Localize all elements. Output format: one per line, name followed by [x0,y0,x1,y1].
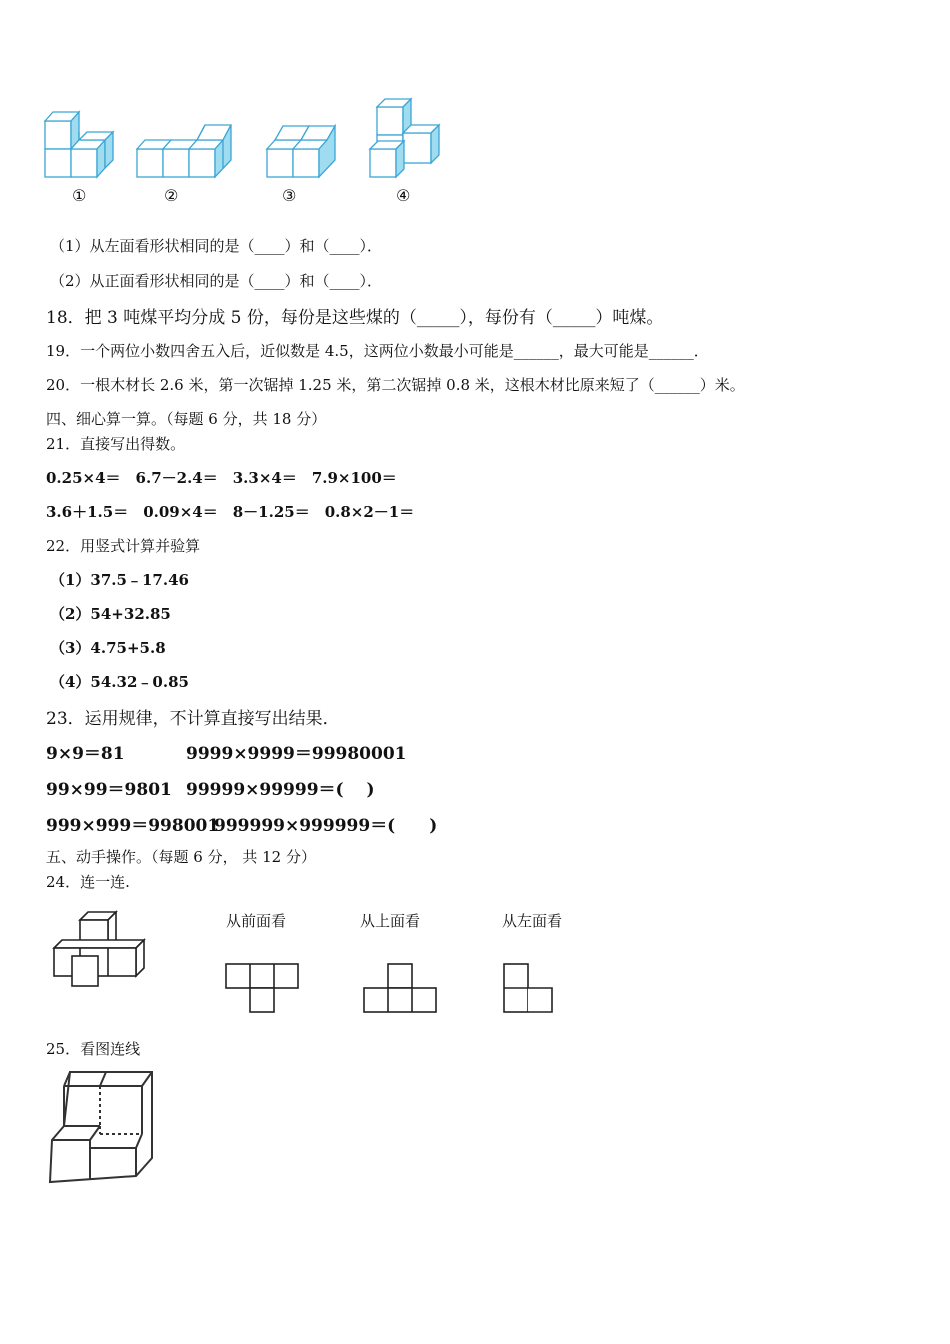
q21-title: 21．直接写出得数。 [46,435,186,453]
figure-label-1: ① [72,186,87,205]
q19: 19．一个两位小数四舍五入后，近似数是 4.5，这两位小数最小可能是______，最大可能是______． [46,342,709,360]
figure-label-2: ② [164,186,179,205]
view-label-top: 从上面看 [360,912,421,930]
view-top-shape [360,960,442,1016]
q23-title: 23．运用规律，不计算直接写出结果． [46,709,340,729]
q23-row1-b: 9999×9999＝99980001 [186,744,407,764]
cube-figures [40,95,460,185]
q18: 18．把 3 吨煤平均分成 5 份，每份是这些煤的（_____），每份有（_____）吨煤。 [46,308,664,328]
q17-sub2: （2）从正面看形状相同的是（____）和（____）． [50,272,383,290]
figure-4 [370,99,439,177]
q22-title: 22．用竖式计算并验算 [46,537,201,555]
q21-row1: 0.25×4＝ 6.7－2.4＝ 3.3×4＝ 7.9×100＝ [46,469,397,487]
q23-row2-b: 99999×99999＝( ) [186,780,375,800]
q24-title: 24．连一连. [46,873,130,891]
q24-solid-figure [48,908,158,990]
q21-row2: 3.6＋1.5＝ 0.09×4＝ 8－1.25＝ 0.8×2－1＝ [46,503,415,521]
view-front-shape [222,960,302,1016]
figure-label-3: ③ [282,186,297,205]
q20: 20．一根木材长 2.6 米，第一次锯掉 1.25 米，第二次锯掉 0.8 米，这根木材比原来短了（______）米。 [46,376,745,394]
q22-item-2: （2）54+32.85 [50,605,171,623]
q22-item-4: （4）54.32﹣0.85 [50,673,189,691]
section-5-heading: 五、动手操作。（每题 6 分， 共 12 分） [46,848,316,866]
q23-row3-a: 999×999＝998001 [46,816,220,836]
figure-1 [45,112,113,177]
view-left-shape [500,960,556,1016]
q22-item-1: （1）37.5﹣17.46 [50,571,189,589]
view-label-front: 从前面看 [226,912,287,930]
q23-row3-b: 999999×999999＝( ) [214,816,438,836]
figure-label-4: ④ [396,186,411,205]
figure-2 [137,125,231,177]
figure-3 [267,126,335,177]
q23-row1-a: 9×9＝81 [46,744,125,764]
q22-item-3: （3）4.75+5.8 [50,639,166,657]
q25-title: 25．看图连线 [46,1040,141,1058]
q25-solid-figure [44,1068,160,1188]
q17-sub1: （1）从左面看形状相同的是（____）和（____）． [50,237,383,255]
view-label-left: 从左面看 [502,912,563,930]
section-4-heading: 四、细心算一算。（每题 6 分，共 18 分） [46,410,327,428]
q23-row2-a: 99×99＝9801 [46,780,172,800]
